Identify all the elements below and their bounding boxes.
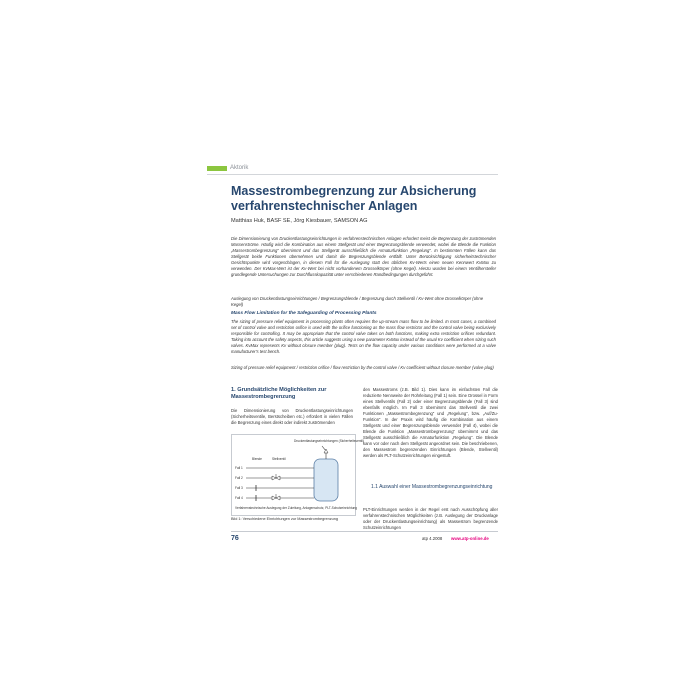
section-1-1-heading: 1.1 Auswahl einer Massestrombegrenzungseinrichtung — [371, 484, 493, 490]
figure-1 — [231, 434, 364, 516]
case-label-1: Fall 1 — [235, 466, 243, 470]
article-authors: Matthias Huk, BASF SE, Jörg Kiesbauer, SAMSON AG — [231, 218, 368, 224]
case-row-2 — [235, 474, 314, 480]
figure-1-caption: Bild 1: Verschiedene Einrichtungen zur Massestrombegrenzung — [231, 517, 339, 521]
valve-icon — [272, 476, 276, 480]
vessel-label: Druckentlastungseinrichtungen (Sicherheitsventil) — [294, 439, 364, 443]
abstract-english: The sizing of pressure relief equipment in processing plants often requires the up-stream mass flow to be limited. In most cases, a combined set of control valve and restriction orifice is used with the orifice functioning as the mass flow restrictor and the control valve being exclusively responsible for controlling. It may be appropriate that the control valve takes on both functions, making extra restriction orifices redundant. Taking into account the safety aspects, this article suggests using a new parameter KvMax instead of the usual Kv coefficient when sizing such valves. KvMax represents Kv without closure member (plug). Tests on the flow capacity under various conditions were performed at a valve manufacturer's test bench. — [231, 319, 496, 354]
case-row-4 — [235, 494, 314, 501]
figure-1-diagram — [232, 435, 364, 515]
vessel-shape — [314, 459, 338, 501]
section-1-heading: 1. Grundsätzliche Möglichkeiten zur Massestrombegrenzung — [231, 387, 327, 400]
keywords-german: Auslegung von Druckentlastungseinrichtungen / Begrenzungsblende / Begrenzung durch Stellventil / Kv-Wert ohne Drosselkörper (ohne Kegel) — [231, 296, 484, 307]
section-label: Aktorik — [230, 165, 249, 171]
keywords-english: Sizing of pressure relief equipment / restriction orifice / flow restriction by the control valve / Kv coefficient without closure member (valve plug) — [231, 365, 494, 370]
section-1-text-right: den Massestroms (z.B. Bild 1). Dies kann im einfachsten Fall die reduzierte Nennweite der Rohrleitung (Fall 1) sein. Eine Drossel in Form eines Stellventils (Fall 2) oder einer Begrenzungsblende (Fall 3) sind ebenfalls möglich. Im Fall 3 übernimmt das Stellventil die zwei Funktionen „Massestrombegrenzung“ und „Regelung“, bzw. „Auf/Zu-Funktion“. In der Praxis wird häufig die Kombination aus einem Stellgerät und einer Begrenzungsblende verwendet (Fall 4), wobei die Blende die Funktion „Massestrombegrenzung“ übernimmt und das Stellgerät ausschließlich die Armaturfunktion „Regelung“. Die Blende kann vor oder nach dem Stellgerät angeordnet sein. Die beschriebenen, den Massestrom begrenzenden Einrichtungen (Blende, Stellventil) werden als PLT-Schutzeinrichtungen eingestuft. — [363, 387, 498, 458]
section-1-text-left: Die Dimensionierung von Druckentlastungseinrichtungen (Sicherheitsventile, Berstscheiben etc.) erfordert in vielen Fällen die Begrenzung eines direkt oder indirekt zuströmenden — [231, 408, 353, 425]
section-1-1-text: PLT-Einrichtungen werden in der Regel erst nach Ausschöpfung aller verfahrenstechnischen Möglichkeiten (z.B. Auslegung der Druckanlage oder der Druckentlastungseinrichtung) als Massestrom begrenzende Schutzeinrichtungen — [363, 507, 498, 530]
section-divider — [207, 174, 498, 175]
journal-issue: atp 4.2008 — [422, 536, 443, 541]
footer-divider — [231, 531, 498, 532]
col-stellventil-label: Stellventil — [272, 457, 286, 461]
case-label-2: Fall 2 — [235, 476, 243, 480]
figure-note: Verfahrenstechnische Auslegung der Zuleitung, Anlagenschutz, PLT-Schutzeinrichtung — [235, 506, 358, 510]
english-title: Mass Flow Limitation for the Safeguarding of Processing Plants — [231, 311, 377, 316]
valve-icon — [272, 496, 276, 500]
case-label-4: Fall 4 — [235, 496, 243, 500]
section-color-bar — [207, 166, 227, 171]
col-blende-label: Blende — [252, 457, 262, 461]
page-number: 76 — [231, 535, 239, 542]
case-label-3: Fall 3 — [235, 486, 243, 490]
case-row-1 — [235, 466, 314, 470]
article-title: Massestrombegrenzung zur Absicherung verfahrenstechnischer Anlagen — [231, 184, 477, 213]
abstract-german: Die Dimensionierung von Druckentlastungseinrichtungen in verfahrenstechnischen Anlagen erfordert meist die Begrenzung der zuströmenden Massenströme. Häufig wird die Kombination aus einem Stellgerät und einer Begrenzungsblende verwendet, wobei die Blende die Funktion „Massestrombegrenzung“ übernimmt und das Stellgerät ausschließlich die Armaturfunktion „Regelung“. In bestimmten Fällen kann das Stellgerät beide Funktionen übernehmen und damit die Begrenzungsblende entfällt. Unter Berücksichtigung sicherheitstechnischer Gesichtspunkte wird vorgeschlagen, in diesem Fall für die Auslegung statt des üblichen Kv-Werts einen neuen Kennwert KvMax zu verwenden. Der KvMax-Wert ist der Kv-Wert bei nicht vorhandenem Drosselkörper (ohne Kegel). Hierzu wurden bei einem Ventilhersteller grundlegende Untersuchungen zur Durchflusskapazität unter verschiedenen Randbedingungen durchgeführt. — [231, 236, 496, 277]
journal-url[interactable]: www.atp-online.de — [451, 536, 489, 541]
case-row-3 — [235, 485, 314, 491]
section-tag — [207, 165, 248, 171]
